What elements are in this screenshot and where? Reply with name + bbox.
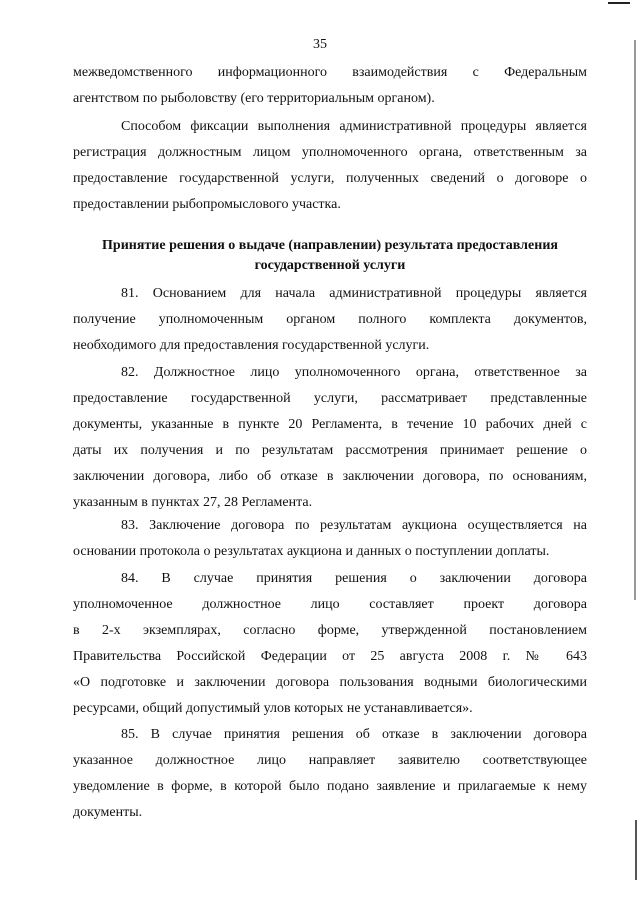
text-line: Способом фиксации выполнения административной процедуры является xyxy=(121,119,587,134)
section-heading xyxy=(73,236,587,276)
paragraph-85 xyxy=(73,722,587,826)
text-line: в 2-х экземплярах, согласно форме, утвержденной постановлением xyxy=(73,623,587,638)
text-line: уведомление в форме, в которой было подано заявление и прилагаемые к нему xyxy=(73,779,587,794)
scan-edge-line xyxy=(634,40,636,600)
text-line: основании протокола о результатах аукциона и данных о поступлении доплаты. xyxy=(73,544,550,559)
text-line: агентством по рыболовству (его территориальным органом). xyxy=(73,91,435,106)
text-line: 85. В случае принятия решения об отказе в заключении договора xyxy=(121,727,587,742)
text-line: 83. Заключение договора по результатам аукциона осуществляется на xyxy=(121,518,587,533)
scan-edge-line xyxy=(635,820,637,880)
text-line: указанное должностное лицо направляет заявителю соответствующее xyxy=(73,753,587,768)
text-line: 82. Должностное лицо уполномоченного органа, ответственное за xyxy=(121,365,587,380)
text-line: «О подготовке и заключении договора пользования водными биологическими xyxy=(73,675,587,690)
scan-artifact xyxy=(608,2,630,4)
text-line: Правительства Российской Федерации от 25 августа 2008 г. № 643 xyxy=(73,649,587,664)
text-line: необходимого для предоставления государственной услуги. xyxy=(73,338,430,353)
heading-line: государственной услуги xyxy=(254,258,406,273)
text-line: регистрация должностным лицом уполномоченного органа, ответственным за xyxy=(73,145,587,160)
text-line: указанным в пунктах 27, 28 Регламента. xyxy=(73,495,313,510)
paragraph-82 xyxy=(73,360,587,516)
text-line: межведомственного информационного взаимодействия с Федеральным xyxy=(73,65,587,80)
text-line: даты их получения и по результатам рассмотрения принимает решение о xyxy=(73,443,587,458)
text-line: документы. xyxy=(73,805,143,820)
paragraph-continuation xyxy=(73,60,587,112)
text-line: 84. В случае принятия решения о заключении договора xyxy=(121,571,587,586)
paragraph-84 xyxy=(73,566,587,722)
text-line: получение уполномоченным органом полного комплекта документов, xyxy=(73,312,587,327)
paragraph-81 xyxy=(73,281,587,359)
text-line: заключении договора, либо об отказе в заключении договора, по основаниям, xyxy=(73,469,587,484)
text-line: уполномоченное должностное лицо составляет проект договора xyxy=(73,597,587,612)
text-line: ресурсами, общий допустимый улов которых не устанавливается». xyxy=(73,701,473,716)
text-line: предоставлении рыбопромыслового участка. xyxy=(73,197,341,212)
paragraph-83 xyxy=(73,513,587,565)
heading-line: Принятие решения о выдаче (направлении) результата предоставления xyxy=(102,238,558,253)
text-line: предоставление государственной услуги, рассматривает представленные xyxy=(73,391,587,406)
text-line: документы, указанные в пункте 20 Регламента, в течение 10 рабочих дней с xyxy=(73,417,587,432)
page-number: 35 xyxy=(313,37,327,52)
text-line: 81. Основанием для начала административной процедуры является xyxy=(121,286,587,301)
paragraph-fixation xyxy=(73,114,587,218)
text-line: предоставление государственной услуги, полученных сведений о договоре о xyxy=(73,171,587,186)
